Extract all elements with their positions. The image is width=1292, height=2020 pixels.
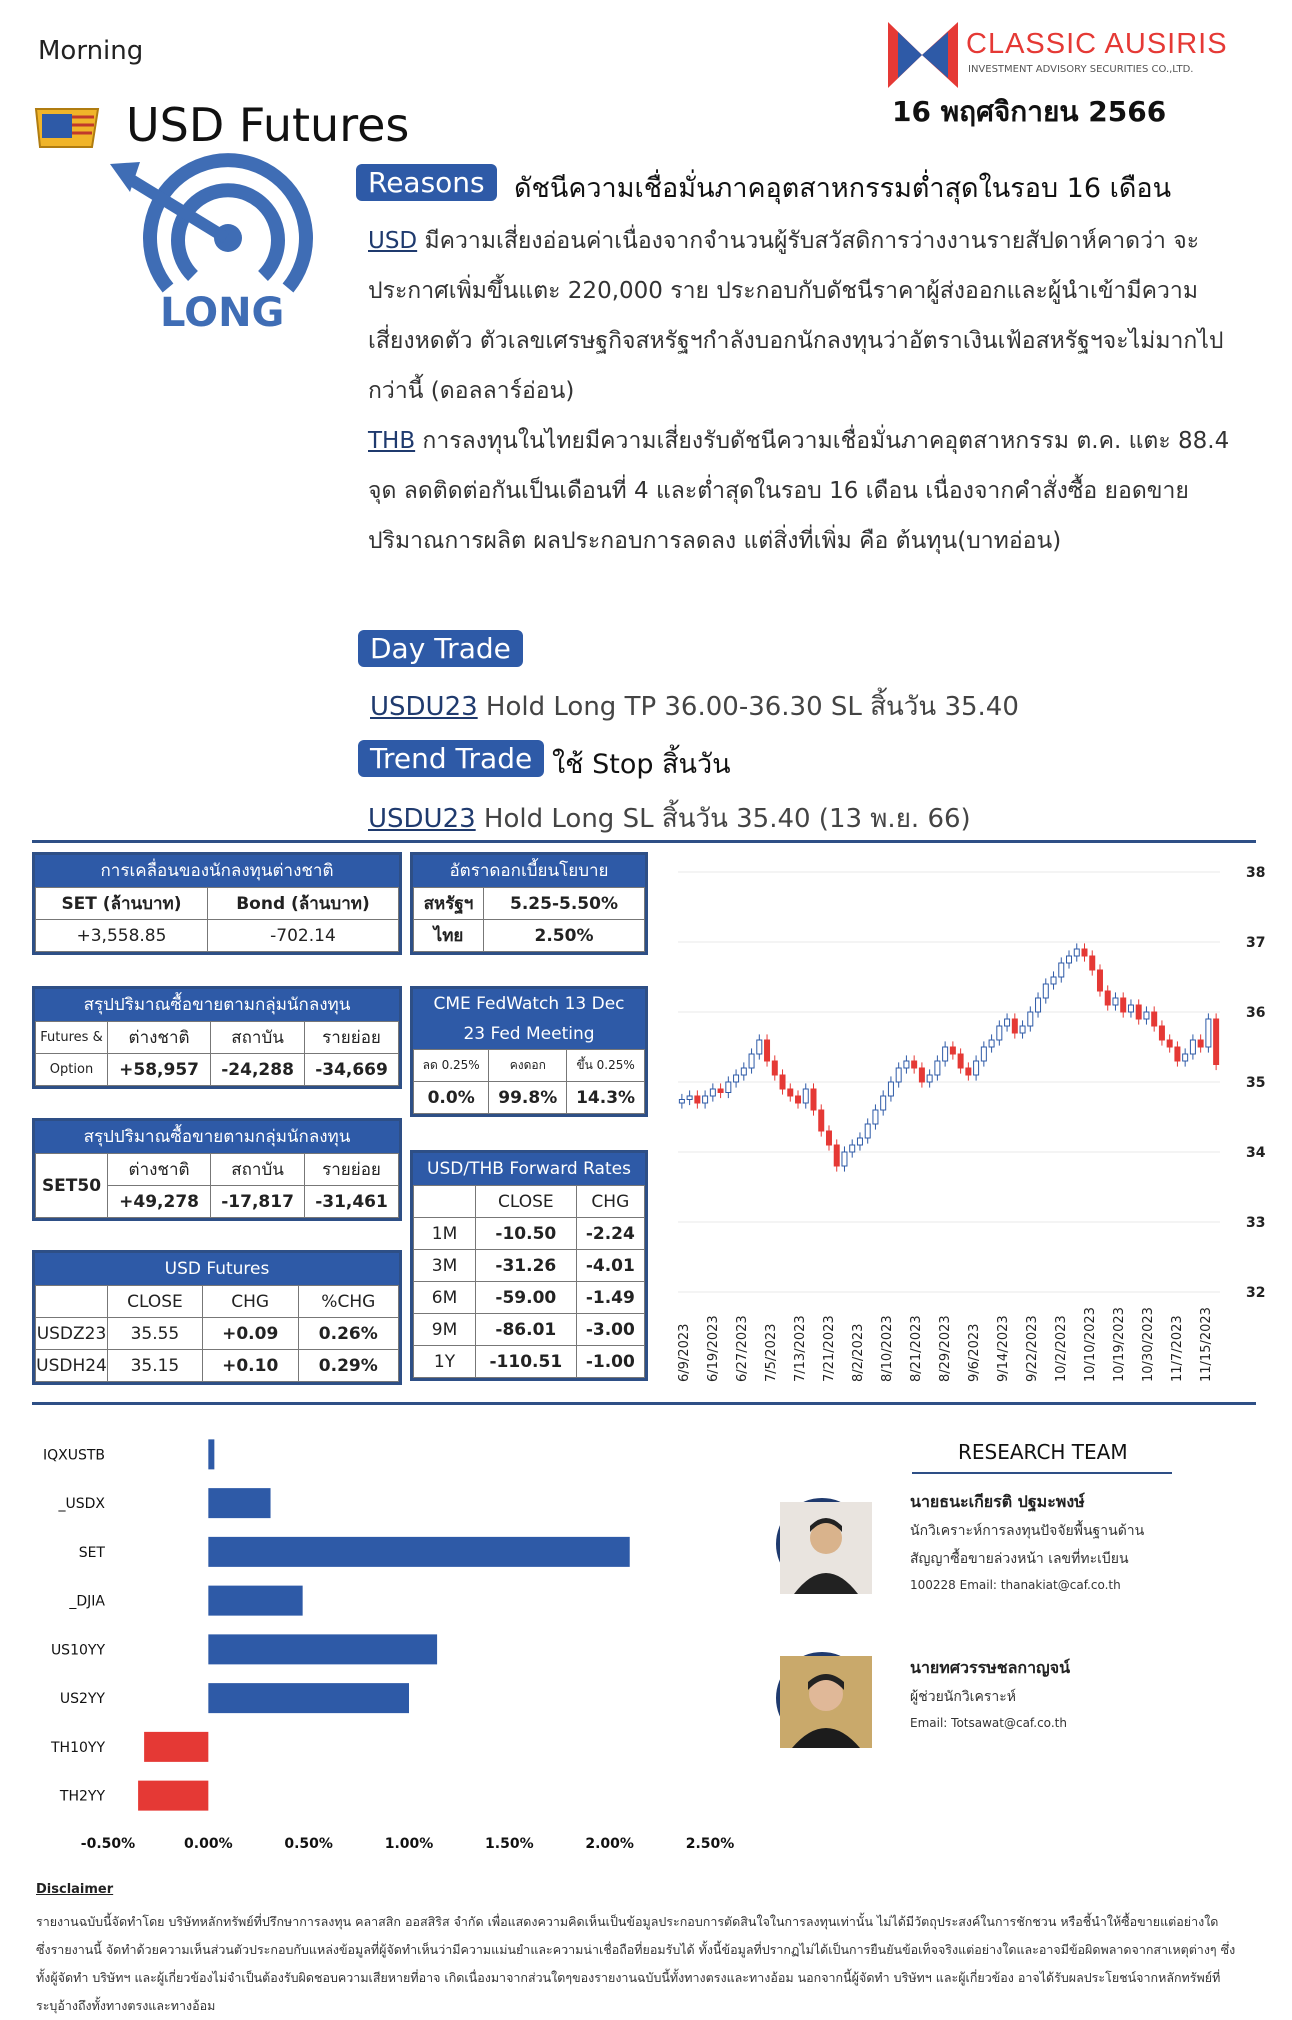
fedwatch-h1: ลด 0.25% bbox=[414, 1050, 489, 1082]
candle-body bbox=[1190, 1040, 1195, 1054]
bar-category-label: US2YY bbox=[59, 1691, 105, 1708]
set50-h1: ต่างชาติ bbox=[108, 1154, 211, 1186]
fedwatch-table bbox=[410, 986, 648, 1117]
candle-body bbox=[1059, 963, 1064, 977]
fedwatch-title2: 23 Fed Meeting bbox=[413, 1019, 645, 1049]
table-row bbox=[414, 1218, 645, 1250]
disclaimer-title: Disclaimer bbox=[36, 1882, 114, 1897]
futures-group-h1: ต่างชาติ bbox=[108, 1022, 211, 1054]
foreign-flow-table bbox=[32, 852, 402, 955]
y-tick-label: 34 bbox=[1246, 1145, 1266, 1161]
candle-body bbox=[695, 1096, 700, 1103]
trendtrade-tag: Trend Trade bbox=[358, 740, 544, 777]
usdfut-chg: +0.09 bbox=[202, 1318, 298, 1350]
futures-group-table bbox=[32, 986, 402, 1089]
usdfut-h3: %CHG bbox=[298, 1286, 398, 1318]
forward-h1: CLOSE bbox=[476, 1186, 577, 1218]
candle-body bbox=[1152, 1012, 1157, 1026]
candle-body bbox=[811, 1089, 816, 1110]
candle-body bbox=[842, 1152, 847, 1166]
forward-title: USD/THB Forward Rates bbox=[413, 1153, 645, 1185]
fedwatch-h2: คงดอก bbox=[489, 1050, 567, 1082]
fedwatch-v2: 99.8% bbox=[489, 1082, 567, 1114]
y-tick-label: 32 bbox=[1246, 1285, 1266, 1301]
policy-rate-table bbox=[410, 852, 648, 955]
usdfut-close: 35.55 bbox=[108, 1318, 203, 1350]
candle-body bbox=[873, 1110, 878, 1124]
candle-body bbox=[1043, 984, 1048, 998]
candle-body bbox=[966, 1068, 971, 1075]
usdthb-candlestick-chart bbox=[660, 852, 1266, 1392]
y-tick-label: 33 bbox=[1246, 1215, 1266, 1231]
bar bbox=[208, 1537, 629, 1567]
foreign-flow-title: การเคลื่อนของนักลงทุนต่างชาติ bbox=[35, 855, 399, 887]
y-tick-label: 37 bbox=[1246, 935, 1266, 951]
candle-body bbox=[1051, 977, 1056, 984]
bar bbox=[138, 1781, 208, 1811]
candle-body bbox=[927, 1075, 932, 1082]
foreign-h1: SET (ล้านบาท) bbox=[36, 888, 208, 920]
usdfut-symbol: USDZ23 bbox=[36, 1318, 108, 1350]
usdfut-pct: 0.29% bbox=[298, 1350, 398, 1382]
long-label: LONG bbox=[160, 290, 285, 336]
daytrade-tag: Day Trade bbox=[358, 630, 523, 667]
p1-contact: 100228 Email: thanakiat@caf.co.th bbox=[910, 1578, 1121, 1592]
candle-body bbox=[912, 1061, 917, 1068]
foreign-v1: +3,558.85 bbox=[36, 920, 208, 952]
set50-group-title: สรุปปริมาณซื้อขายตามกลุ่มนักลงทุน bbox=[35, 1121, 399, 1153]
bar-category-label: SET bbox=[78, 1544, 105, 1561]
x-tick-label: 9/14/2023 bbox=[996, 1315, 1011, 1382]
futures-group-h3: รายย่อย bbox=[305, 1022, 399, 1054]
table-row bbox=[414, 1282, 645, 1314]
candle-body bbox=[981, 1047, 986, 1061]
forward-tenor: 6M bbox=[414, 1282, 476, 1314]
policy-r1-value: 5.25-5.50% bbox=[484, 888, 645, 920]
brand-subtitle: INVESTMENT ADVISORY SECURITIES CO.,LTD. bbox=[968, 64, 1194, 75]
x-tick-label: 7/13/2023 bbox=[793, 1315, 808, 1382]
forward-tenor: 1Y bbox=[414, 1346, 476, 1378]
reasons-thb-paragraph bbox=[368, 416, 1238, 566]
candle-body bbox=[726, 1082, 731, 1093]
p1-name: นายธนะเกียรติ ปฐมะพงษ์ bbox=[910, 1492, 1085, 1511]
x-tick-label: 6/9/2023 bbox=[677, 1323, 692, 1382]
candle-body bbox=[687, 1096, 692, 1100]
candle-body bbox=[1074, 949, 1079, 956]
forward-chg: -1.49 bbox=[576, 1282, 644, 1314]
candle-body bbox=[997, 1026, 1002, 1040]
policy-title: อัตราดอกเบี้ยนโยบาย bbox=[413, 855, 645, 887]
table-row bbox=[36, 1318, 399, 1350]
x-tick-label: 11/15/2023 bbox=[1199, 1307, 1214, 1382]
table-row bbox=[36, 1350, 399, 1382]
divider-top bbox=[32, 840, 1256, 843]
candle-body bbox=[718, 1089, 723, 1093]
candle-body bbox=[741, 1068, 746, 1075]
forward-close: -31.26 bbox=[476, 1250, 577, 1282]
candle-body bbox=[1121, 998, 1126, 1012]
bar bbox=[208, 1439, 214, 1469]
x-tick-label: 11/7/2023 bbox=[1170, 1315, 1185, 1382]
forward-chg: -2.24 bbox=[576, 1218, 644, 1250]
forward-tenor: 1M bbox=[414, 1218, 476, 1250]
forward-close: -110.51 bbox=[476, 1346, 577, 1378]
candle-body bbox=[1183, 1054, 1188, 1061]
candle-body bbox=[1012, 1019, 1017, 1033]
research-team-title: RESEARCH TEAM bbox=[958, 1440, 1128, 1464]
candle-body bbox=[796, 1096, 801, 1103]
table-row bbox=[414, 1314, 645, 1346]
candle-body bbox=[1175, 1047, 1180, 1061]
fedwatch-v1: 0.0% bbox=[414, 1082, 489, 1114]
fedwatch-title1: CME FedWatch 13 Dec bbox=[413, 989, 645, 1019]
candle-body bbox=[1167, 1040, 1172, 1047]
x-tick-label: 8/21/2023 bbox=[909, 1315, 924, 1382]
candle-body bbox=[958, 1054, 963, 1068]
p1-role: นักวิเคราะห์การลงทุนปัจจัยพื้นฐานด้าน bbox=[910, 1523, 1145, 1539]
forward-chg: -3.00 bbox=[576, 1314, 644, 1346]
set50-v2: -17,817 bbox=[211, 1186, 305, 1218]
candle-body bbox=[1020, 1026, 1025, 1033]
trendtrade-text: Hold Long SL สิ้นวัน 35.40 (13 พ.ย. 66) bbox=[475, 804, 971, 834]
usdfut-h1: CLOSE bbox=[108, 1286, 203, 1318]
candle-body bbox=[757, 1040, 762, 1054]
bar bbox=[208, 1586, 302, 1616]
set50-v1: +49,278 bbox=[108, 1186, 211, 1218]
avatar bbox=[776, 1652, 868, 1744]
disclaimer-text: รายงานฉบับนี้จัดทำโดย บริษัทหลักทรัพย์ที่ปรึกษาการลงทุน คลาสสิก ออสสิริส จำกัด เพื่อแสดงความคิดเห็นเป็นข้อมูลประกอบการตัดสินใจในการลงทุนเท่านั้น ไม่ได้มีวัตถุประสงค์ในการชักชวน หรือชี้นำให้ซื้อขายแต่อย่างใด ซึ่งรายงานนี้ จัดทำด้วยความเห็นส่วนตัวประกอบกับแหล่งข้อมูลที่ผู้จัดทำเห็นว่ามีความแม่นยำและความน่าเชื่อถือที่ยอมรับได้ ทั้งนี้ข้อมูลที่ปรากฏไม่ได้เป็นการยืนยันข้อเท็จจริงแต่อย่างใดและอาจมีข้อผิดพลาดจากสาเหตุต่างๆ ซึ่งทั้งผู้จัดทำ บริษัทฯ และผู้เกี่ยวข้องไม่จำเป็นต้องรับผิดชอบความเสียหายที่อาจ เกิดเนื่องมาจากส่วนใดๆของรายงานฉบับนี้ทั้งทางตรงและทางอ้อม นอกจากนี้ผู้จัดทำ บริษัทฯ และผู้เกี่ยวข้อง อาจได้รับผลประโยชน์จากหลักทรัพย์ที่ระบุอ้างถึงทั้งทางตรงและทางอ้อม bbox=[36, 1914, 1236, 2013]
futures-group-label1: Futures & bbox=[36, 1022, 108, 1054]
candle-body bbox=[950, 1047, 955, 1054]
candle-body bbox=[865, 1124, 870, 1138]
bar-category-label: IQXUSTB bbox=[42, 1447, 105, 1464]
candle-body bbox=[1198, 1040, 1203, 1047]
candle-body bbox=[749, 1054, 754, 1068]
thb-label: THB bbox=[368, 428, 416, 454]
set50-v3: -31,461 bbox=[305, 1186, 399, 1218]
x-tick-label: 1.00% bbox=[384, 1836, 434, 1852]
bar-category-label: _DJIA bbox=[69, 1593, 105, 1610]
avatar bbox=[776, 1498, 868, 1590]
candle-body bbox=[710, 1089, 715, 1096]
candle-body bbox=[734, 1075, 739, 1082]
candle-body bbox=[1144, 1012, 1149, 1019]
trendtrade-note: ใช้ Stop สิ้นวัน bbox=[552, 749, 731, 780]
set50-label: SET50 bbox=[36, 1154, 108, 1218]
x-tick-label: 9/22/2023 bbox=[1025, 1315, 1040, 1382]
x-tick-label: 10/30/2023 bbox=[1141, 1307, 1156, 1382]
candle-body bbox=[780, 1075, 785, 1089]
candle-body bbox=[1067, 956, 1072, 963]
daytrade-line bbox=[370, 686, 1019, 727]
foreign-v2: -702.14 bbox=[207, 920, 398, 952]
brand-logo-icon bbox=[888, 22, 958, 88]
candle-body bbox=[803, 1089, 808, 1103]
table-row bbox=[414, 1250, 645, 1282]
trendtrade-symbol: USDU23 bbox=[368, 804, 476, 834]
usdfut-h2: CHG bbox=[202, 1286, 298, 1318]
candle-body bbox=[1082, 949, 1087, 956]
x-tick-label: 7/21/2023 bbox=[822, 1315, 837, 1382]
candle-body bbox=[788, 1089, 793, 1096]
p2-contact: Email: Totsawat@caf.co.th bbox=[910, 1716, 1067, 1730]
asset-change-bar-chart bbox=[20, 1420, 760, 1860]
candle-body bbox=[819, 1110, 824, 1131]
usd-futures-title: USD Futures bbox=[35, 1253, 399, 1285]
usdfut-pct: 0.26% bbox=[298, 1318, 398, 1350]
candle-body bbox=[896, 1068, 901, 1082]
candle-body bbox=[834, 1145, 839, 1166]
reasons-usd-paragraph bbox=[368, 216, 1238, 416]
set50-h2: สถาบัน bbox=[211, 1154, 305, 1186]
thb-text: การลงทุนในไทยมีความเสี่ยงรับดัชนีความเชื่อมั่นภาคอุตสาหกรรม ต.ค. แตะ 88.4 จุด ลดติดต่อกันเป็นเดือนที่ 4 และต่ำสุดในรอบ 16 เดือน เนื่องจากคำสั่งซื้อ ยอดขาย ปริมาณการผลิต ผลประกอบการลดลง แต่สิ่งที่เพิ่ม คือ ต้นทุน(บาทอ่อน) bbox=[368, 428, 1230, 554]
candle-body bbox=[904, 1061, 909, 1068]
x-tick-label: 8/2/2023 bbox=[851, 1323, 866, 1382]
x-tick-label: 8/29/2023 bbox=[938, 1315, 953, 1382]
set50-group-table bbox=[32, 1118, 402, 1221]
futures-group-h2: สถาบัน bbox=[211, 1022, 305, 1054]
candle-body bbox=[974, 1061, 979, 1075]
candle-body bbox=[1113, 998, 1118, 1005]
candle-body bbox=[1005, 1019, 1010, 1026]
x-tick-label: 2.50% bbox=[685, 1836, 735, 1852]
y-tick-label: 36 bbox=[1246, 1005, 1266, 1021]
set50-h3: รายย่อย bbox=[305, 1154, 399, 1186]
futures-group-v3: -34,669 bbox=[305, 1054, 399, 1086]
usdfut-symbol: USDH24 bbox=[36, 1350, 108, 1382]
forward-tenor: 9M bbox=[414, 1314, 476, 1346]
bar bbox=[208, 1488, 270, 1518]
bar-category-label: TH2YY bbox=[59, 1788, 105, 1805]
x-tick-label: 10/19/2023 bbox=[1112, 1307, 1127, 1382]
bar bbox=[208, 1683, 409, 1713]
x-tick-label: 10/10/2023 bbox=[1083, 1307, 1098, 1382]
brand-name: CLASSIC AUSIRIS bbox=[966, 28, 1228, 60]
candle-body bbox=[826, 1131, 831, 1145]
candle-body bbox=[919, 1068, 924, 1082]
bar-category-label: US10YY bbox=[50, 1642, 105, 1659]
morning-label: Morning bbox=[38, 36, 144, 66]
reasons-tag: Reasons bbox=[356, 164, 497, 201]
forward-close: -10.50 bbox=[476, 1218, 577, 1250]
p1-role2: สัญญาซื้อขายล่วงหน้า เลขที่ทะเบียน bbox=[910, 1551, 1129, 1567]
candle-body bbox=[989, 1040, 994, 1047]
candle-body bbox=[703, 1096, 708, 1103]
candle-body bbox=[1090, 956, 1095, 970]
usdfut-chg: +0.10 bbox=[202, 1350, 298, 1382]
futures-group-title: สรุปปริมาณซื้อขายตามกลุ่มนักลงทุน bbox=[35, 989, 399, 1021]
foreign-h2: Bond (ล้านบาท) bbox=[207, 888, 398, 920]
bar-category-label: _USDX bbox=[58, 1496, 105, 1513]
candle-body bbox=[1105, 991, 1110, 1005]
x-tick-label: 1.50% bbox=[485, 1836, 534, 1852]
futures-group-label2: Option bbox=[36, 1054, 108, 1086]
fedwatch-h3: ขึ้น 0.25% bbox=[567, 1050, 645, 1082]
trendtrade-line bbox=[368, 798, 971, 839]
candle-body bbox=[943, 1047, 948, 1061]
candle-body bbox=[679, 1100, 684, 1104]
candle-body bbox=[935, 1061, 940, 1075]
target-arrow-icon bbox=[108, 158, 298, 308]
x-tick-label: 0.50% bbox=[284, 1836, 333, 1852]
policy-r1-label: สหรัฐฯ bbox=[414, 888, 484, 920]
forward-chg: -4.01 bbox=[576, 1250, 644, 1282]
futures-group-v1: +58,957 bbox=[108, 1054, 211, 1086]
x-tick-label: 10/2/2023 bbox=[1054, 1315, 1069, 1382]
p2-role: ผู้ช่วยนักวิเคราะห์ bbox=[910, 1689, 1016, 1705]
candle-body bbox=[1136, 1005, 1141, 1019]
x-tick-label: 8/10/2023 bbox=[880, 1315, 895, 1382]
candle-body bbox=[1214, 1019, 1219, 1065]
research-divider bbox=[912, 1472, 1172, 1474]
fedwatch-v3: 14.3% bbox=[567, 1082, 645, 1114]
usd-futures-table bbox=[32, 1250, 402, 1385]
x-tick-label: 9/6/2023 bbox=[967, 1323, 982, 1382]
policy-r2-value: 2.50% bbox=[484, 920, 645, 952]
candle-body bbox=[1097, 970, 1102, 991]
report-date: 16 พฤศจิกายน 2566 bbox=[892, 95, 1167, 128]
forward-h2: CHG bbox=[576, 1186, 644, 1218]
x-tick-label: 6/27/2023 bbox=[735, 1315, 750, 1382]
candle-body bbox=[765, 1040, 770, 1061]
usd-label: USD bbox=[368, 228, 418, 254]
reasons-headline: ดัชนีความเชื่อมั่นภาคอุตสาหกรรมต่ำสุดในรอบ 16 เดือน bbox=[514, 173, 1172, 204]
p2-name: นายทศวรรษชลกาญจน์ bbox=[910, 1658, 1070, 1677]
usdfut-close: 35.15 bbox=[108, 1350, 203, 1382]
candle-body bbox=[1036, 998, 1041, 1012]
candle-body bbox=[850, 1145, 855, 1152]
candle-body bbox=[1206, 1019, 1211, 1047]
daytrade-symbol: USDU23 bbox=[370, 692, 478, 722]
x-tick-label: 7/5/2023 bbox=[764, 1323, 779, 1382]
usd-text: มีความเสี่ยงอ่อนค่าเนื่องจากจำนวนผู้รับสวัสดิการว่างงานรายสัปดาห์คาดว่า จะประกาศเพิ่มขึ้นแตะ 220,000 ราย ประกอบกับดัชนีราคาผู้ส่งออกและผู้นำเข้ามีความเสี่ยงหดตัว ตัวเลขเศรษฐกิจสหรัฐฯกำลังบอกนักลงทุนว่าอัตราเงินเฟ้อสหรัฐฯจะไม่มากไปกว่านี้ (ดอลลาร์อ่อน) bbox=[368, 228, 1224, 404]
page-title: USD Futures bbox=[126, 98, 410, 152]
table-row bbox=[414, 1346, 645, 1378]
y-tick-label: 35 bbox=[1246, 1075, 1266, 1091]
candle-body bbox=[772, 1061, 777, 1075]
bar-category-label: TH10YY bbox=[51, 1739, 105, 1756]
futures-group-v2: -24,288 bbox=[211, 1054, 305, 1086]
candle-body bbox=[888, 1082, 893, 1096]
x-tick-label: 0.00% bbox=[184, 1836, 233, 1852]
candle-body bbox=[881, 1096, 886, 1110]
forward-close: -86.01 bbox=[476, 1314, 577, 1346]
candle-body bbox=[857, 1138, 862, 1145]
daytrade-text: Hold Long TP 36.00-36.30 SL สิ้นวัน 35.40 bbox=[477, 692, 1019, 722]
forward-rate-table bbox=[410, 1150, 648, 1381]
x-tick-label: -0.50% bbox=[80, 1836, 136, 1852]
bar bbox=[144, 1732, 208, 1762]
forward-tenor: 3M bbox=[414, 1250, 476, 1282]
bar bbox=[208, 1634, 437, 1664]
x-tick-label: 6/19/2023 bbox=[706, 1315, 721, 1382]
forward-chg: -1.00 bbox=[576, 1346, 644, 1378]
usd-futures-logo bbox=[32, 105, 102, 151]
policy-r2-label: ไทย bbox=[414, 920, 484, 952]
candle-body bbox=[1159, 1026, 1164, 1040]
divider-mid bbox=[32, 1402, 1256, 1405]
candle-body bbox=[1128, 1005, 1133, 1012]
y-tick-label: 38 bbox=[1246, 865, 1266, 881]
forward-close: -59.00 bbox=[476, 1282, 577, 1314]
x-tick-label: 2.00% bbox=[585, 1836, 634, 1852]
candle-body bbox=[1028, 1012, 1033, 1026]
